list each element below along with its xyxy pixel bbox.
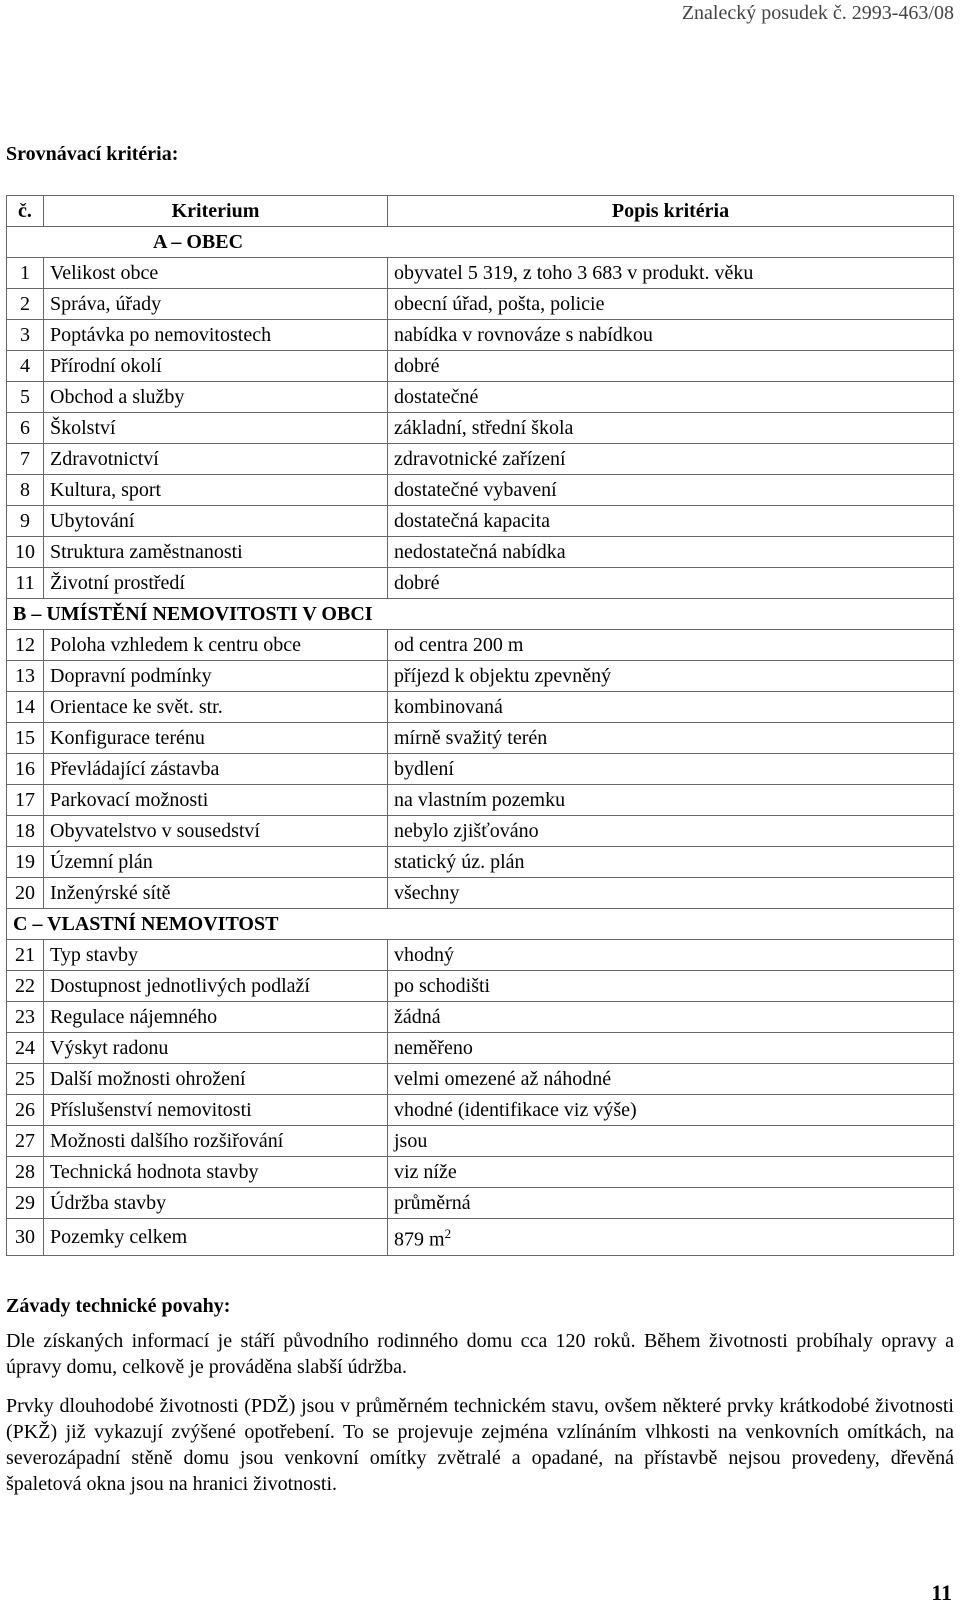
row-description-text: nedostatečná nabídka xyxy=(394,541,566,563)
row-description xyxy=(388,661,954,692)
row-description xyxy=(388,382,954,413)
row-criterion: Obyvatelstvo v sousedství xyxy=(44,816,388,847)
row-description xyxy=(388,413,954,444)
row-description xyxy=(388,1064,954,1095)
row-description xyxy=(388,444,954,475)
superscript: 2 xyxy=(444,1226,452,1241)
row-number: 1 xyxy=(7,258,44,289)
row-description-text: dobré xyxy=(394,355,440,377)
row-description-text: jsou xyxy=(394,1130,428,1152)
table-row xyxy=(7,971,954,1002)
row-criterion: Poloha vzhledem k centru obce xyxy=(44,630,388,661)
table-row xyxy=(7,940,954,971)
table-row xyxy=(7,754,954,785)
row-description xyxy=(388,940,954,971)
row-number: 4 xyxy=(7,351,44,382)
row-description-text: statický úz. plán xyxy=(394,851,525,873)
row-description xyxy=(388,1033,954,1064)
row-criterion: Výskyt radonu xyxy=(44,1033,388,1064)
row-description-text: průměrná xyxy=(394,1192,471,1214)
row-number: 19 xyxy=(7,847,44,878)
row-number: 12 xyxy=(7,630,44,661)
table-row xyxy=(7,785,954,816)
row-number: 10 xyxy=(7,537,44,568)
document-reference: Znalecký posudek č. 2993-463/08 xyxy=(681,2,954,24)
row-description-text: od centra 200 m xyxy=(394,634,524,656)
row-criterion: Přírodní okolí xyxy=(44,351,388,382)
table-row xyxy=(7,1002,954,1033)
row-criterion: Pozemky celkem xyxy=(44,1219,388,1256)
table-row xyxy=(7,258,954,289)
table-row xyxy=(7,413,954,444)
row-description xyxy=(388,289,954,320)
defects-paragraph-1 xyxy=(6,1328,954,1380)
row-number: 24 xyxy=(7,1033,44,1064)
section-label: A – OBEC xyxy=(7,227,954,258)
table-row xyxy=(7,351,954,382)
row-description xyxy=(388,847,954,878)
row-criterion: Orientace ke svět. str. xyxy=(44,692,388,723)
row-criterion: Územní plán xyxy=(44,847,388,878)
section-row-b xyxy=(7,599,954,630)
row-number: 27 xyxy=(7,1126,44,1157)
row-description-text: žádná xyxy=(394,1006,441,1028)
criteria-table xyxy=(6,195,954,1256)
row-description xyxy=(388,754,954,785)
table-row xyxy=(7,1126,954,1157)
table-row xyxy=(7,568,954,599)
row-description-text: 879 m xyxy=(394,1228,445,1251)
row-number: 17 xyxy=(7,785,44,816)
paragraph-text: Dle získaných informací je stáří původního rodinného domu cca 120 roků. Během životnosti probíhaly opravy a úpravy domu, celkově je prováděna slabší údržba. xyxy=(6,1330,954,1378)
row-description-text: kombinovaná xyxy=(394,696,503,718)
row-description-text: dostatečné xyxy=(394,386,479,408)
defects-paragraph-2 xyxy=(6,1393,954,1497)
row-criterion: Údržba stavby xyxy=(44,1188,388,1219)
row-number: 18 xyxy=(7,816,44,847)
row-description xyxy=(388,568,954,599)
row-number: 9 xyxy=(7,506,44,537)
defects-title: Závady technické povahy: xyxy=(6,1295,231,1317)
row-criterion: Další možnosti ohrožení xyxy=(44,1064,388,1095)
header-description: Popis kritéria xyxy=(388,196,954,227)
row-number: 16 xyxy=(7,754,44,785)
section-label: B – UMÍSTĚNÍ NEMOVITOSTI V OBCI xyxy=(7,599,954,630)
row-criterion: Ubytování xyxy=(44,506,388,537)
header-criterion: Kriterium xyxy=(44,196,388,227)
row-number: 29 xyxy=(7,1188,44,1219)
row-criterion: Regulace nájemného xyxy=(44,1002,388,1033)
row-number: 15 xyxy=(7,723,44,754)
row-description-text: dostatečná kapacita xyxy=(394,510,551,532)
row-number: 30 xyxy=(7,1219,44,1256)
row-description-text: nabídka v rovnováze s nabídkou xyxy=(394,324,653,346)
row-criterion: Technická hodnota stavby xyxy=(44,1157,388,1188)
row-number: 23 xyxy=(7,1002,44,1033)
table-row xyxy=(7,289,954,320)
table-row xyxy=(7,320,954,351)
row-description-text: zdravotnické zařízení xyxy=(394,448,566,470)
page-title: Srovnávací kritéria: xyxy=(6,143,179,165)
row-criterion: Dostupnost jednotlivých podlaží xyxy=(44,971,388,1002)
table-row xyxy=(7,1095,954,1126)
page-number: 11 xyxy=(931,1580,952,1605)
row-description xyxy=(388,630,954,661)
row-description xyxy=(388,320,954,351)
row-number: 20 xyxy=(7,878,44,909)
row-criterion: Zdravotnictví xyxy=(44,444,388,475)
row-description xyxy=(388,475,954,506)
row-description xyxy=(388,878,954,909)
row-description-text: po schodišti xyxy=(394,975,491,997)
row-number: 25 xyxy=(7,1064,44,1095)
table-row xyxy=(7,444,954,475)
row-number: 8 xyxy=(7,475,44,506)
row-description-text: všechny xyxy=(394,882,460,904)
table-row xyxy=(7,661,954,692)
row-description-text: vhodný xyxy=(394,944,454,966)
row-description xyxy=(388,351,954,382)
row-description-text: nebylo zjišťováno xyxy=(394,820,539,842)
row-description xyxy=(388,258,954,289)
table-row xyxy=(7,723,954,754)
row-description-text: příjezd k objektu zpevněný xyxy=(394,665,612,687)
row-criterion: Poptávka po nemovitostech xyxy=(44,320,388,351)
row-description-text: dobré xyxy=(394,572,440,594)
row-description xyxy=(388,1095,954,1126)
row-criterion: Velikost obce xyxy=(44,258,388,289)
section-row-c xyxy=(7,909,954,940)
row-number: 5 xyxy=(7,382,44,413)
row-number: 7 xyxy=(7,444,44,475)
table-row xyxy=(7,1033,954,1064)
section-label: C – VLASTNÍ NEMOVITOST xyxy=(7,909,954,940)
row-description xyxy=(388,1126,954,1157)
row-criterion: Možnosti dalšího rozšiřování xyxy=(44,1126,388,1157)
row-description-text: viz níže xyxy=(394,1161,457,1183)
row-description xyxy=(388,692,954,723)
table-row xyxy=(7,878,954,909)
table-row xyxy=(7,475,954,506)
table-row xyxy=(7,816,954,847)
row-description-text: obyvatel 5 319, z toho 3 683 v produkt. věku xyxy=(394,262,754,284)
row-number: 26 xyxy=(7,1095,44,1126)
row-description xyxy=(388,1188,954,1219)
row-number: 6 xyxy=(7,413,44,444)
row-description-text: základní, střední škola xyxy=(394,417,574,439)
row-description xyxy=(388,537,954,568)
row-description xyxy=(388,1157,954,1188)
row-description-text: velmi omezené až náhodné xyxy=(394,1068,612,1090)
row-criterion: Správa, úřady xyxy=(44,289,388,320)
row-number: 13 xyxy=(7,661,44,692)
row-criterion: Parkovací možnosti xyxy=(44,785,388,816)
row-number: 28 xyxy=(7,1157,44,1188)
row-criterion: Struktura zaměstnanosti xyxy=(44,537,388,568)
table-row xyxy=(7,1188,954,1219)
row-description xyxy=(388,1219,954,1256)
row-criterion: Školství xyxy=(44,413,388,444)
row-description-text: obecní úřad, pošta, policie xyxy=(394,293,605,315)
table-row xyxy=(7,1219,954,1256)
header-number: č. xyxy=(7,196,44,227)
row-description xyxy=(388,971,954,1002)
row-description xyxy=(388,723,954,754)
table-row xyxy=(7,1064,954,1095)
row-criterion: Kultura, sport xyxy=(44,475,388,506)
table-row xyxy=(7,630,954,661)
row-number: 11 xyxy=(7,568,44,599)
table-body xyxy=(7,227,954,1256)
row-description-text: dostatečné vybavení xyxy=(394,479,557,501)
row-criterion: Převládající zástavba xyxy=(44,754,388,785)
section-row-a xyxy=(7,227,954,258)
table-row xyxy=(7,847,954,878)
row-criterion: Inženýrské sítě xyxy=(44,878,388,909)
table-row xyxy=(7,537,954,568)
row-criterion: Obchod a služby xyxy=(44,382,388,413)
table-row xyxy=(7,506,954,537)
row-description xyxy=(388,1002,954,1033)
row-criterion: Konfigurace terénu xyxy=(44,723,388,754)
table-row xyxy=(7,692,954,723)
row-description xyxy=(388,785,954,816)
row-number: 2 xyxy=(7,289,44,320)
row-description-text: neměřeno xyxy=(394,1037,473,1059)
row-criterion: Životní prostředí xyxy=(44,568,388,599)
row-criterion: Typ stavby xyxy=(44,940,388,971)
row-number: 3 xyxy=(7,320,44,351)
row-description-text: na vlastním pozemku xyxy=(394,789,566,811)
row-number: 22 xyxy=(7,971,44,1002)
row-criterion: Příslušenství nemovitosti xyxy=(44,1095,388,1126)
row-number: 21 xyxy=(7,940,44,971)
row-description-text: mírně svažitý terén xyxy=(394,727,548,749)
table-header-row xyxy=(7,196,954,227)
row-description xyxy=(388,816,954,847)
row-description-text: vhodné (identifikace viz výše) xyxy=(394,1099,637,1121)
row-criterion: Dopravní podmínky xyxy=(44,661,388,692)
table-row xyxy=(7,382,954,413)
row-description-text: bydlení xyxy=(394,758,454,780)
row-number: 14 xyxy=(7,692,44,723)
row-description xyxy=(388,506,954,537)
table-row xyxy=(7,1157,954,1188)
paragraph-text: Prvky dlouhodobé životnosti (PDŽ) jsou v průměrném technickém stavu, ovšem některé prvky krátkodobé životnosti (PKŽ) již vykazují zvýšené opotřebení. To se projevuje zejména vzlínáním vlhkosti na venkovních omítkách, na severozápadní stěně domu jsou venkovní omítky zvětralé a opadané, na přístavbě nejsou provedeny, dřevěná špaletová okna jsou na hranici životnosti. xyxy=(6,1395,954,1495)
